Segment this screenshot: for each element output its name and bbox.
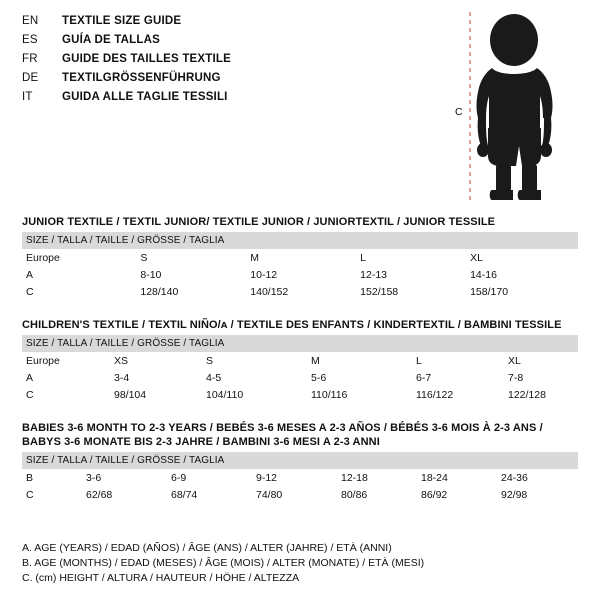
guide-title: GUÍA DE TALLAS — [62, 34, 160, 46]
size-band-label: SIZE / TALLA / TAILLE / GRÖSSE / TAGLIA — [22, 335, 578, 352]
cell: 62/68 — [86, 488, 113, 501]
cell: 24-36 — [501, 471, 528, 484]
row-label: B — [26, 471, 34, 484]
cell: S — [206, 354, 214, 367]
cell: L — [360, 251, 367, 264]
cell: 152/158 — [360, 285, 399, 298]
cell: 86/92 — [421, 488, 448, 501]
row-label: Europe — [26, 354, 60, 367]
cell: 140/152 — [250, 285, 289, 298]
row-label: A — [26, 268, 34, 281]
guide-title: GUIDE DES TAILLES TEXTILE — [62, 53, 231, 65]
table-row — [22, 283, 578, 300]
legend-line-a: A. AGE (YEARS) / EDAD (AÑOS) / ÂGE (ANS) / ALTER (JAHRE) / ETÀ (ANNI) — [22, 542, 392, 554]
row-label: A — [26, 371, 34, 384]
cell: 122/128 — [508, 388, 546, 401]
guide-title: TEXTILGRÖSSENFÜHRUNG — [62, 72, 221, 84]
cell: 14-16 — [470, 268, 497, 281]
cell: S — [140, 251, 148, 264]
row-label: C — [26, 388, 34, 401]
row-label: Europe — [26, 251, 60, 264]
language-code: FR — [22, 53, 38, 65]
table-row — [22, 249, 578, 266]
cell: 3-6 — [86, 471, 102, 484]
height-measure-label: C — [455, 106, 463, 118]
cell: XL — [470, 251, 483, 264]
cell: 110/116 — [311, 388, 348, 401]
size-band-label: SIZE / TALLA / TAILLE / GRÖSSE / TAGLIA — [22, 452, 578, 469]
language-row — [22, 69, 442, 88]
cell: 10-12 — [250, 268, 278, 281]
cell: 8-10 — [140, 268, 162, 281]
section-title: CHILDREN'S TEXTILE / TEXTIL NIÑO/ᴀ / TEXTILE DES ENFANTS / KINDERTEXTIL / BAMBINI TESSILE — [22, 319, 562, 331]
cell: 12-18 — [341, 471, 368, 484]
section-junior-textile — [22, 215, 578, 300]
cell: M — [311, 354, 320, 367]
cell: 5-6 — [311, 371, 327, 384]
cell: M — [250, 251, 260, 264]
section-childrens-textile — [22, 318, 578, 403]
cell: 4-5 — [206, 371, 222, 384]
cell: 12-13 — [360, 268, 388, 281]
cell: 68/74 — [171, 488, 198, 501]
cell: 3-4 — [114, 371, 130, 384]
table-row — [22, 352, 578, 369]
cell: 18-24 — [421, 471, 448, 484]
language-row — [22, 50, 442, 69]
guide-title: TEXTILE SIZE GUIDE — [62, 15, 182, 27]
language-code: ES — [22, 34, 38, 46]
childrens-size-table — [22, 335, 578, 403]
section-title: BABIES 3-6 MONTH TO 2-3 YEARS / BEBÉS 3-6 MESES A 2-3 AÑOS / BÉBÉS 3-6 MOIS À 2-3 ANS / BABYS 3-6 MONATE BIS 2-3 JAHRE / BAMBINI 3-6 MESI A 2-3 ANNI — [22, 422, 543, 448]
legend-line-b: B. AGE (MONTHS) / EDAD (MESES) / ÂGE (MOIS) / ALTER (MONATE) / ETÀ (MESI) — [22, 557, 425, 569]
babies-size-table — [22, 452, 578, 503]
cell: L — [416, 354, 422, 367]
table-band-row — [22, 452, 578, 469]
cell: 80/86 — [341, 488, 368, 501]
table-row — [22, 469, 578, 486]
language-code: EN — [22, 15, 39, 27]
table-row — [22, 369, 578, 386]
cell: 7-8 — [508, 371, 524, 384]
section-babies-textile — [22, 421, 578, 503]
cell: XS — [114, 354, 129, 367]
legend — [22, 541, 578, 586]
cell: 6-9 — [171, 471, 187, 484]
cell: 104/110 — [206, 388, 244, 401]
language-code: IT — [22, 91, 33, 103]
cell: 6-7 — [416, 371, 432, 384]
cell: 116/122 — [416, 388, 454, 401]
language-title-list — [22, 12, 442, 107]
row-label: C — [26, 285, 34, 298]
section-title: JUNIOR TEXTILE / TEXTIL JUNIOR/ TEXTILE JUNIOR / JUNIORTEXTIL / JUNIOR TESSILE — [22, 216, 496, 228]
row-label: C — [26, 488, 34, 501]
table-row — [22, 386, 578, 403]
language-code: DE — [22, 72, 39, 84]
cell: 74/80 — [256, 488, 283, 501]
language-row — [22, 12, 442, 31]
table-row — [22, 486, 578, 503]
language-row — [22, 31, 442, 50]
table-band-row — [22, 232, 578, 249]
cell: 9-12 — [256, 471, 278, 484]
cell: 92/98 — [501, 488, 528, 501]
cell: XL — [508, 354, 521, 367]
table-row — [22, 266, 578, 283]
table-band-row — [22, 335, 578, 352]
size-band-label: SIZE / TALLA / TAILLE / GRÖSSE / TAGLIA — [22, 232, 578, 249]
guide-title: GUIDA ALLE TAGLIE TESSILI — [62, 91, 228, 103]
junior-size-table — [22, 232, 578, 300]
cell: 98/104 — [114, 388, 147, 401]
cell: 158/170 — [470, 285, 509, 298]
cell: 128/140 — [140, 285, 179, 298]
legend-line-c: C. (cm) HEIGHT / ALTURA / HAUTEUR / HÖHE / ALTEZZA — [22, 572, 300, 584]
language-row — [22, 88, 442, 107]
